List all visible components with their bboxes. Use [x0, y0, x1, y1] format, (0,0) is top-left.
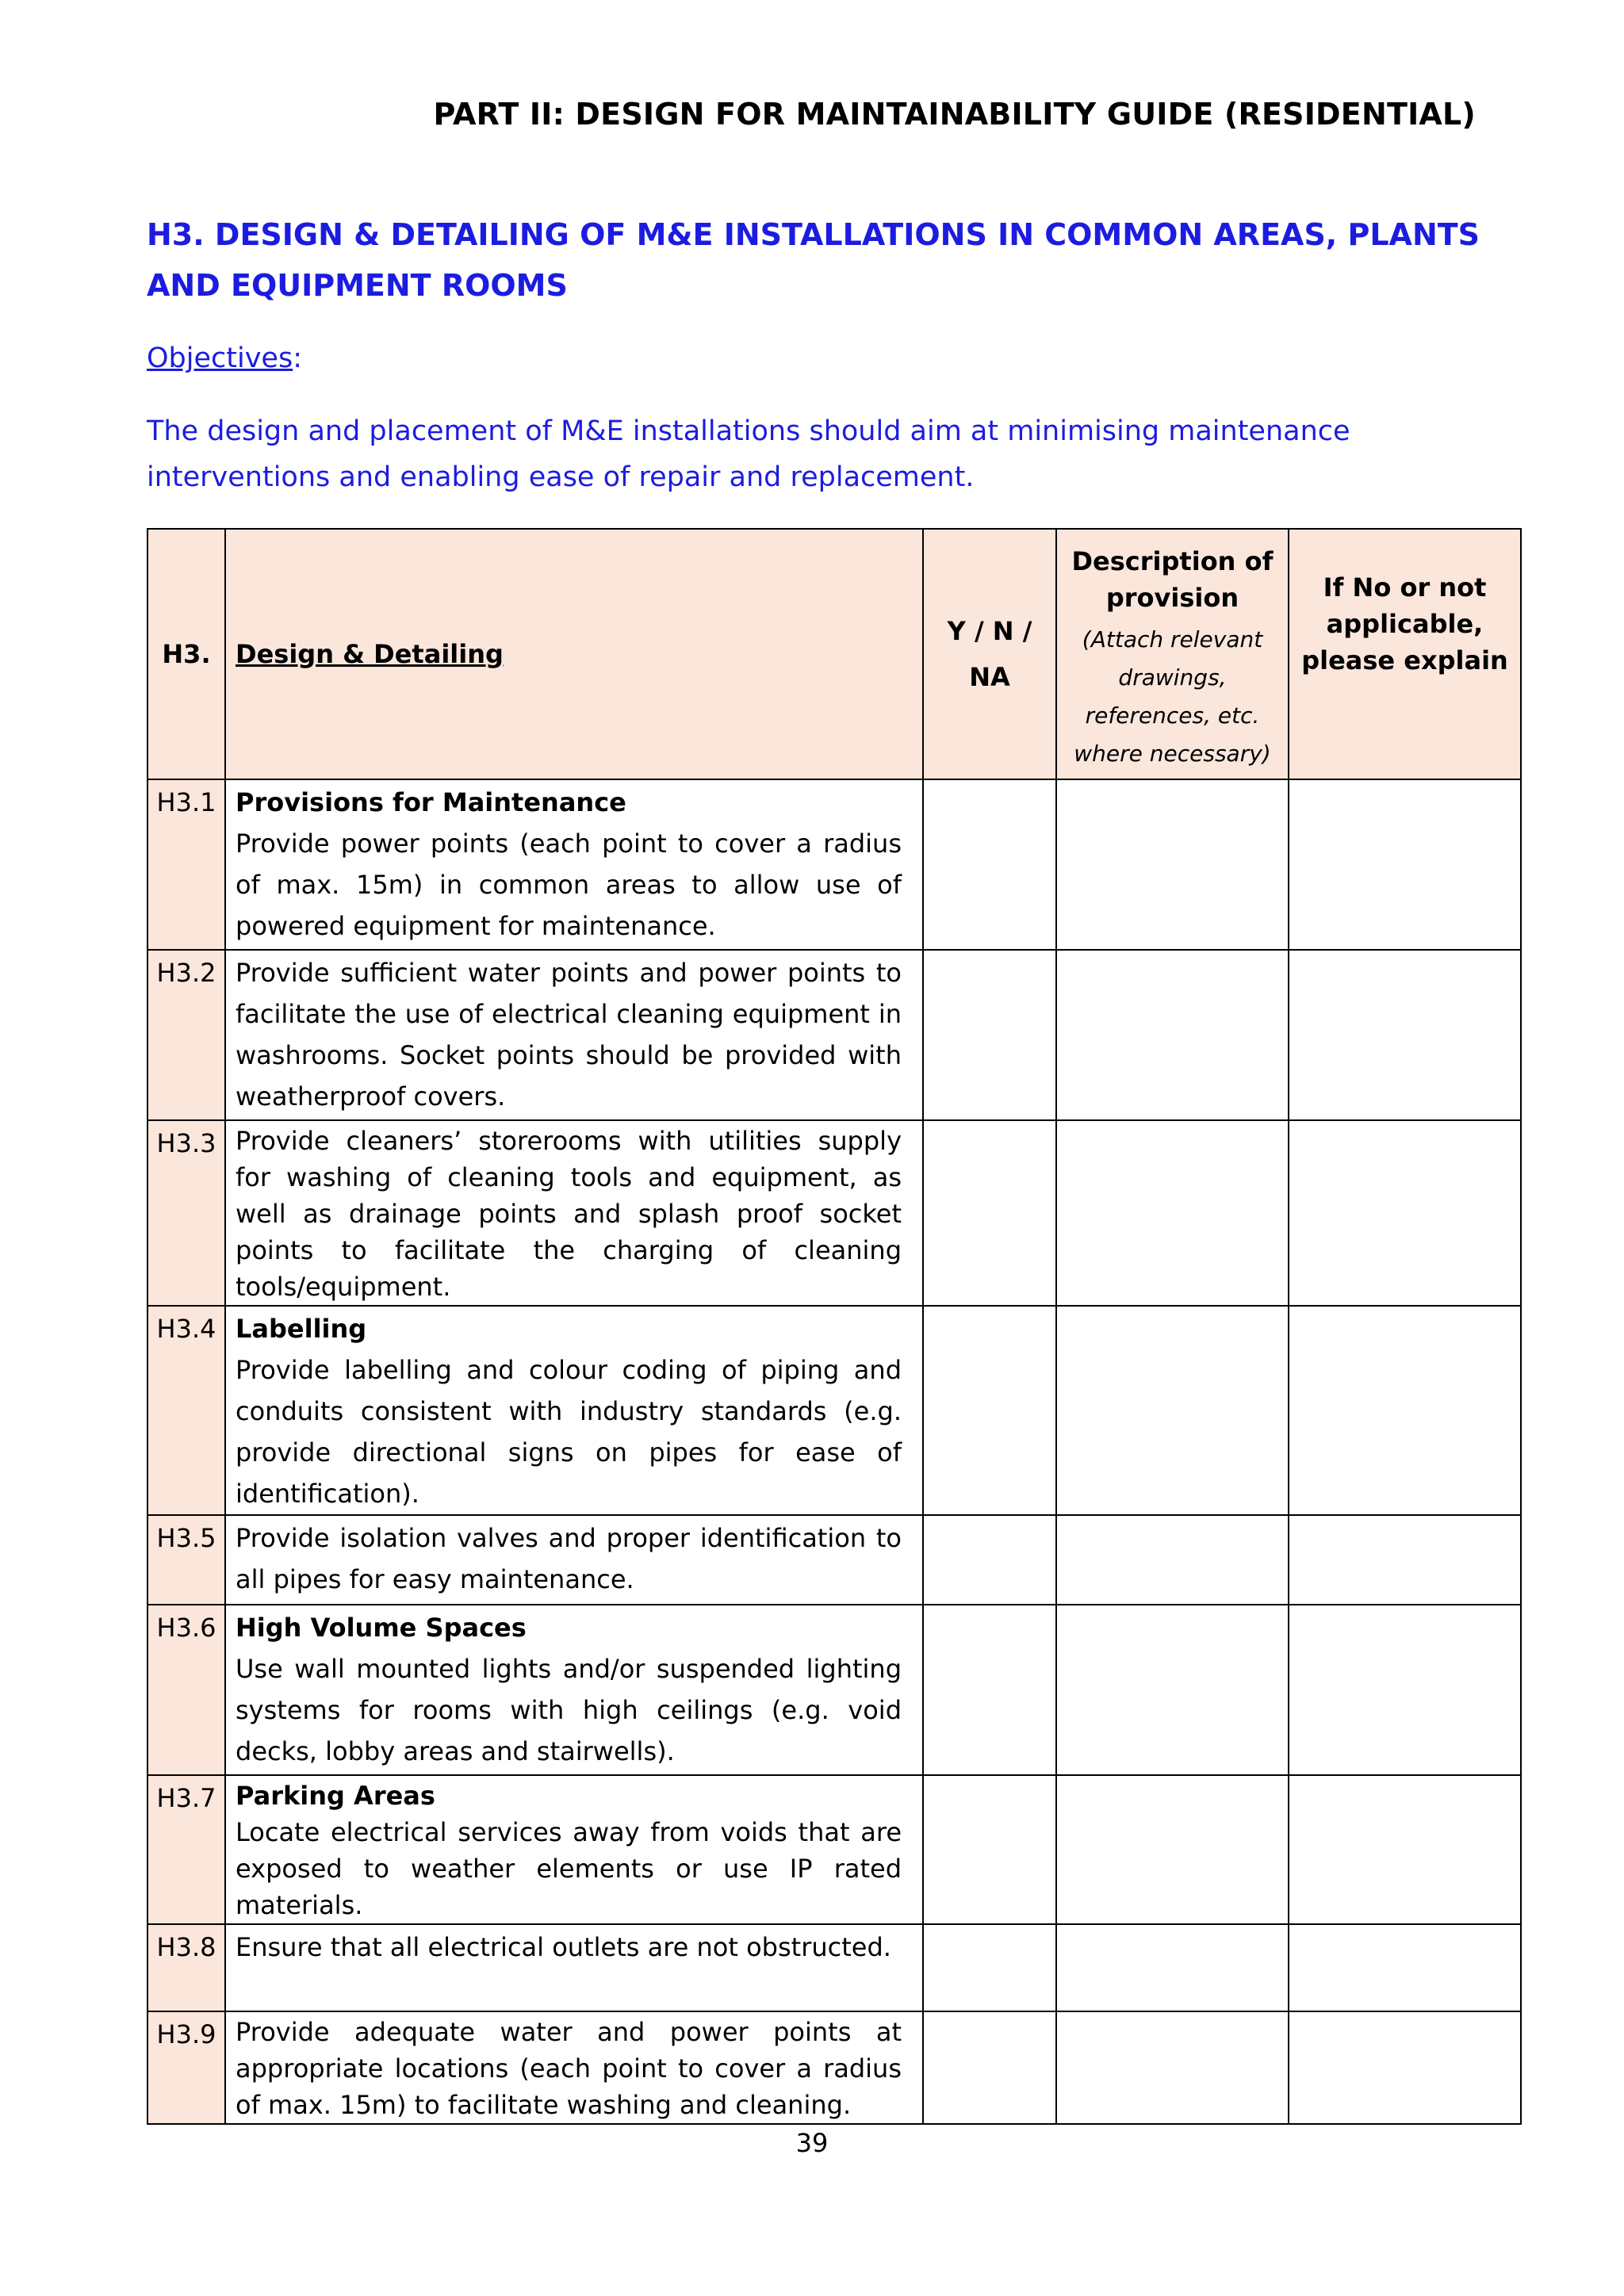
row-text: Provide labelling and colour coding of piping and conduits consistent with industry standards (e.g. provide directional signs on pipes for ease of identification).	[236, 1355, 902, 1509]
row-provision-cell[interactable]	[1056, 779, 1289, 950]
row-description	[225, 1120, 923, 1306]
objectives-text: The design and placement of M&E installations should aim at minimising maintenance interventions and enabling ease of repair and replacement.	[147, 415, 1350, 493]
row-text: Provide power points (each point to cover a radius of max. 15m) in common areas to allow use of powered equipment for maintenance.	[236, 828, 902, 941]
header-design-label: Design & Detailing	[236, 639, 504, 669]
table-row	[147, 1120, 1521, 1306]
table-row	[147, 1306, 1521, 1515]
header-description-note: (Attach relevant drawings, references, etc. where necessary)	[1074, 626, 1271, 767]
row-description	[225, 2011, 923, 2124]
page-number: 39	[795, 2128, 829, 2158]
table-row	[147, 2011, 1521, 2124]
row-description	[225, 1605, 923, 1775]
row-text: Use wall mounted lights and/or suspended lighting systems for rooms with high ceilings (e.g. void decks, lobby areas and stairwells).	[236, 1654, 902, 1766]
row-text: Provide cleaners’ storerooms with utilities supply for washing of cleaning tools and equipment, as well as drainage points and splash proof socket points to facilitate the charging of cleaning tools/equipment.	[236, 1126, 902, 1302]
row-yn-cell[interactable]	[923, 1306, 1056, 1515]
row-code: H3.4	[147, 1306, 225, 1515]
row-explain-cell[interactable]	[1289, 1120, 1521, 1306]
page-header: PART II: DESIGN FOR MAINTAINABILITY GUIDE (RESIDENTIAL)	[433, 97, 1476, 132]
row-explain-cell[interactable]	[1289, 1775, 1521, 1924]
section-title: H3. DESIGN & DETAILING OF M&E INSTALLATIONS IN COMMON AREAS, PLANTS AND EQUIPMENT ROOMS	[147, 217, 1480, 303]
table-row	[147, 1924, 1521, 2011]
row-description	[225, 779, 923, 950]
row-yn-cell[interactable]	[923, 1605, 1056, 1775]
row-explain-cell[interactable]	[1289, 950, 1521, 1120]
row-code: H3.8	[147, 1924, 225, 2011]
row-text: Locate electrical services away from voids that are exposed to weather elements or use IP rated materials.	[236, 1817, 902, 1920]
header-design	[225, 529, 923, 779]
row-explain-cell[interactable]	[1289, 1924, 1521, 2011]
objectives-label-colon: :	[293, 342, 302, 374]
row-yn-cell[interactable]	[923, 2011, 1056, 2124]
table-row	[147, 1515, 1521, 1605]
row-title: Labelling	[236, 1314, 367, 1344]
row-provision-cell[interactable]	[1056, 1306, 1289, 1515]
row-yn-cell[interactable]	[923, 1515, 1056, 1605]
row-yn-cell[interactable]	[923, 1924, 1056, 2011]
row-yn-cell[interactable]	[923, 1120, 1056, 1306]
row-yn-cell[interactable]	[923, 779, 1056, 950]
row-text: Provide adequate water and power points at appropriate locations (each point to cover a radius of max. 15m) to facilitate washing and cleaning.	[236, 2017, 902, 2120]
row-code: H3.1	[147, 779, 225, 950]
table-row	[147, 1605, 1521, 1775]
row-code: H3.5	[147, 1515, 225, 1605]
row-provision-cell[interactable]	[1056, 1605, 1289, 1775]
row-provision-cell[interactable]	[1056, 1515, 1289, 1605]
row-code: H3.2	[147, 950, 225, 1120]
row-explain-cell[interactable]	[1289, 1306, 1521, 1515]
table-row	[147, 1775, 1521, 1924]
row-provision-cell[interactable]	[1056, 1775, 1289, 1924]
row-description	[225, 950, 923, 1120]
objectives-label-text: Objectives	[147, 342, 293, 374]
row-description	[225, 1924, 923, 2011]
header-yn: Y / N / NA	[923, 529, 1056, 779]
row-yn-cell[interactable]	[923, 1775, 1056, 1924]
row-code: H3.7	[147, 1775, 225, 1924]
row-text: Ensure that all electrical outlets are not obstructed.	[236, 1932, 891, 1962]
table-row	[147, 779, 1521, 950]
row-code: H3.3	[147, 1120, 225, 1306]
row-provision-cell[interactable]	[1056, 1924, 1289, 2011]
row-description	[225, 1515, 923, 1605]
row-explain-cell[interactable]	[1289, 1605, 1521, 1775]
row-title: Provisions for Maintenance	[236, 787, 626, 817]
row-explain-cell[interactable]	[1289, 2011, 1521, 2124]
row-description	[225, 1306, 923, 1515]
row-provision-cell[interactable]	[1056, 950, 1289, 1120]
header-explain: If No or not applicable, please explain	[1289, 529, 1521, 779]
row-provision-cell[interactable]	[1056, 2011, 1289, 2124]
row-text: Provide isolation valves and proper identification to all pipes for easy maintenance.	[236, 1523, 902, 1594]
checklist-table	[147, 528, 1522, 2125]
row-explain-cell[interactable]	[1289, 779, 1521, 950]
row-title: High Volume Spaces	[236, 1613, 527, 1643]
row-explain-cell[interactable]	[1289, 1515, 1521, 1605]
row-title: Parking Areas	[236, 1781, 435, 1811]
row-description	[225, 1775, 923, 1924]
header-code: H3.	[147, 529, 225, 779]
header-description-label: Description of provision	[1071, 546, 1274, 613]
row-provision-cell[interactable]	[1056, 1120, 1289, 1306]
header-description	[1056, 529, 1289, 779]
row-text: Provide sufficient water points and power points to facilitate the use of electrical cleaning equipment in washrooms. Socket points should be provided with weatherproof covers.	[236, 958, 902, 1112]
table-row	[147, 950, 1521, 1120]
row-code: H3.6	[147, 1605, 225, 1775]
table-header-row	[147, 529, 1521, 779]
row-code: H3.9	[147, 2011, 225, 2124]
objectives-label	[147, 339, 302, 377]
row-yn-cell[interactable]	[923, 950, 1056, 1120]
